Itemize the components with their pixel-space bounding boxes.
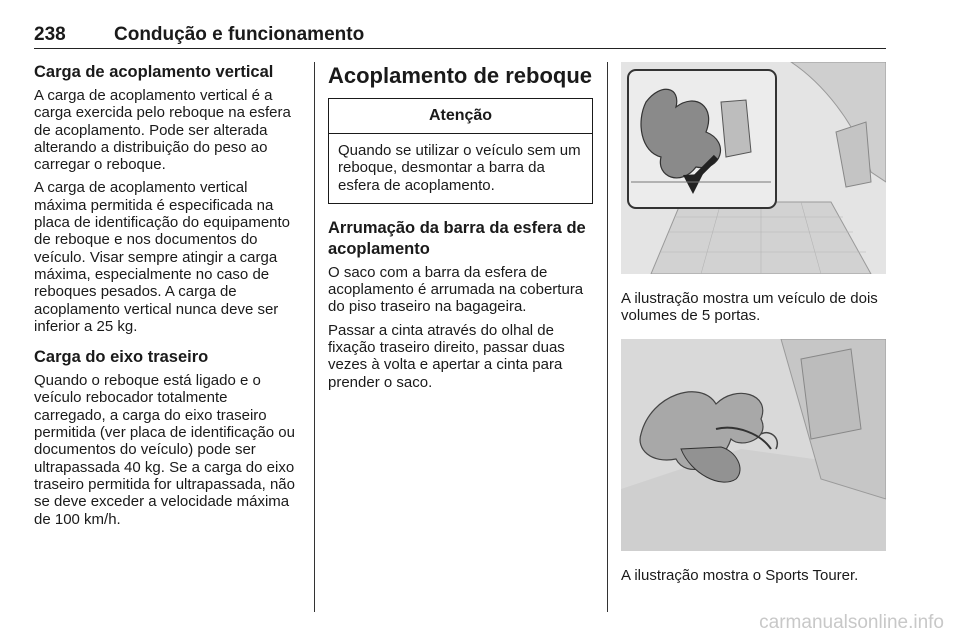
vertical-load-paragraph-1: A carga de acoplamento vertical é a carga exercida pelo reboque na esfera de acoplamento. Pode ser alterada alterando a distribuição do peso ao carregar o reboque.: [34, 87, 291, 174]
vertical-load-paragraph-2: A carga de acoplamento vertical máxima permitida é especificada na placa de identificação do equipamento de reboque e nos documentos do veículo. Visar sempre atingir a carga máxima, especialmente no caso de reboques pesados. A carga de acoplamento vertical nunca deve ser inferior a 25 kg.: [34, 179, 291, 335]
page-header: [34, 22, 886, 49]
figure1-caption: A ilustração mostra um veículo de dois volumes de 5 portas.: [621, 290, 878, 325]
storage-heading: Arrumação da barra da esfera de acoplamento: [328, 218, 586, 258]
warning-box: [328, 98, 593, 204]
middle-column: [328, 62, 593, 397]
warning-title: Atenção: [329, 99, 592, 134]
right-column: [621, 62, 886, 584]
hatchback-trunk-drawing: [621, 62, 886, 274]
rear-axle-heading: Carga do eixo traseiro: [34, 348, 209, 367]
warning-text: Quando se utilizar o veículo sem um reboque, desmontar a barra da esfera de acoplamento.: [338, 142, 581, 194]
storage-paragraph-1: O saco com a barra da esfera de acoplamento é arrumada na cobertura do piso traseiro na bagageira.: [328, 263, 584, 316]
chapter-title: Condução e funcionamento: [114, 24, 365, 45]
left-column: [34, 62, 300, 534]
figure2-caption: A ilustração mostra o Sports Tourer.: [621, 566, 859, 584]
column-divider-1: [314, 62, 315, 612]
column-divider-2: [607, 62, 608, 612]
sports-tourer-trunk-illustration: [621, 339, 886, 551]
vertical-load-heading: Carga de acoplamento vertical: [34, 63, 274, 81]
storage-paragraph-2: Passar a cinta através do olhal de fixação traseiro direito, passar duas vezes à volta e apertar a cinta para prender o saco.: [328, 321, 565, 391]
page-number: 238: [34, 24, 66, 45]
sports-tourer-trunk-drawing: [621, 339, 886, 551]
towing-hitch-heading: Acoplamento de reboque: [328, 63, 593, 88]
rear-axle-paragraph: Quando o reboque está ligado e o veículo rebocador totalmente carregado, a carga do eixo traseiro permitida (ver placa de identificação ou documentos do veículo) pode ser ultrapassada 40 kg. Se a carga do eixo traseiro permitida for ultrapassada, não se deve exceder a velocidade máxima de 100 km/h.: [34, 372, 295, 528]
hatchback-trunk-illustration: [621, 62, 886, 274]
watermark: carmanualsonline.info: [759, 612, 944, 633]
